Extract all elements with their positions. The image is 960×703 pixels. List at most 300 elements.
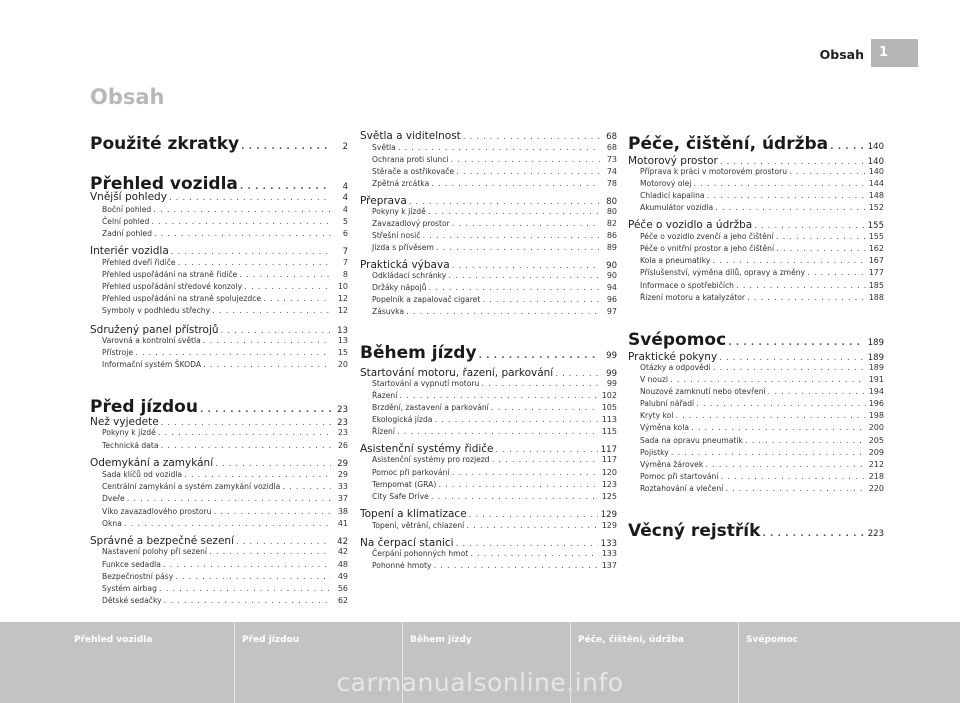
toc-entry-title: Příprava k práci v motorovém prostoru bbox=[640, 167, 788, 176]
toc-subsection[interactable] bbox=[102, 294, 348, 304]
leader-dots bbox=[154, 229, 331, 239]
toc-entry-title: Zpětná zrcátka bbox=[372, 179, 430, 188]
leader-dots bbox=[492, 455, 599, 465]
toc-subsection[interactable] bbox=[372, 207, 617, 217]
toc-entry-title: Přeprava bbox=[360, 195, 407, 207]
leader-dots bbox=[124, 519, 331, 529]
toc-chapter[interactable] bbox=[628, 330, 884, 350]
toc-entry-title: Okna bbox=[102, 519, 122, 528]
toc-entry-title: Přehled dveří řidiče bbox=[102, 258, 176, 267]
toc-subsection[interactable] bbox=[640, 167, 884, 177]
toc-entry-page: 99 bbox=[606, 379, 617, 388]
toc-section[interactable] bbox=[90, 324, 348, 336]
toc-entry-title: Sada klíčů od vozidla bbox=[102, 470, 183, 479]
toc-entry-title: Akumulátor vozidla bbox=[640, 203, 714, 212]
toc-entry-title: Informace o spotřebičích bbox=[640, 281, 734, 290]
toc-subsection[interactable] bbox=[102, 258, 348, 268]
header-title: Obsah bbox=[819, 47, 864, 62]
toc-subsection[interactable] bbox=[372, 427, 617, 437]
toc-subsection[interactable] bbox=[102, 270, 348, 280]
toc-entry-title: Pomoc při startování bbox=[640, 472, 719, 481]
toc-entry-page: 96 bbox=[606, 295, 617, 304]
toc-entry-title: Světla bbox=[372, 143, 396, 152]
leader-dots bbox=[212, 306, 331, 316]
toc-subsection[interactable] bbox=[640, 363, 884, 373]
leader-dots bbox=[754, 221, 865, 231]
toc-entry-page: 12 bbox=[337, 294, 348, 303]
toc-entry-page: 191 bbox=[868, 375, 884, 384]
leader-dots bbox=[429, 283, 601, 293]
toc-entry-title: Zásuvka bbox=[372, 307, 405, 316]
toc-entry-page: 8 bbox=[342, 270, 348, 279]
toc-subsection[interactable] bbox=[640, 387, 884, 397]
leader-dots bbox=[555, 369, 600, 379]
toc-entry-title: Jízda s přívěsem bbox=[372, 243, 434, 252]
toc-entry-page: 220 bbox=[868, 484, 884, 493]
toc-entry-title: Praktická výbava bbox=[360, 259, 450, 271]
toc-entry-title: Dětské sedačky bbox=[102, 596, 162, 605]
toc-entry-page: 113 bbox=[601, 415, 617, 424]
footer-tab-prehled-vozidla[interactable]: Přehled vozidla bbox=[74, 635, 153, 645]
leader-dots bbox=[768, 387, 866, 397]
toc-section[interactable] bbox=[360, 130, 617, 142]
toc-subsection[interactable] bbox=[372, 549, 617, 559]
toc-section[interactable] bbox=[360, 195, 617, 207]
toc-entry-title: Před jízdou bbox=[90, 397, 198, 417]
toc-entry-page: 90 bbox=[606, 261, 617, 271]
toc-subsection[interactable] bbox=[640, 411, 884, 421]
toc-subsection[interactable] bbox=[640, 179, 884, 189]
toc-subsection[interactable] bbox=[640, 472, 884, 482]
toc-entry-title: Boční pohled bbox=[102, 205, 152, 214]
toc-entry-page: 13 bbox=[337, 336, 348, 345]
toc-section[interactable] bbox=[628, 351, 884, 363]
toc-section[interactable] bbox=[360, 537, 617, 549]
toc-subsection[interactable] bbox=[372, 379, 617, 389]
leader-dots bbox=[241, 142, 331, 152]
toc-subsection[interactable] bbox=[640, 375, 884, 385]
toc-entry-title: Sdružený panel přístrojů bbox=[90, 324, 219, 336]
leader-dots bbox=[239, 270, 331, 280]
toc-section[interactable] bbox=[360, 367, 617, 379]
toc-subsection[interactable] bbox=[102, 428, 348, 438]
toc-entry-title: V nouzi bbox=[640, 375, 668, 384]
toc-entry-title: Pokyny k jízdě bbox=[372, 207, 426, 216]
toc-entry-page: 120 bbox=[601, 468, 617, 477]
toc-section[interactable] bbox=[90, 535, 348, 547]
toc-entry-page: 200 bbox=[868, 423, 884, 432]
leader-dots bbox=[169, 193, 331, 203]
leader-dots bbox=[776, 232, 866, 242]
toc-entry-title: Motorový olej bbox=[640, 179, 692, 188]
toc-entry-page: 62 bbox=[337, 596, 348, 605]
toc-section[interactable] bbox=[360, 259, 617, 271]
toc-entry-page: 23 bbox=[337, 405, 348, 415]
toc-entry-title: Tempomat (GRA) bbox=[372, 480, 437, 489]
toc-section[interactable] bbox=[90, 457, 348, 469]
toc-entry-title: Odemykání a zamykání bbox=[90, 457, 214, 469]
leader-dots bbox=[496, 445, 598, 455]
leader-dots bbox=[481, 379, 600, 389]
toc-entry-page: 26 bbox=[337, 441, 348, 450]
toc-chapter[interactable] bbox=[628, 134, 884, 154]
toc-subsection[interactable] bbox=[372, 143, 617, 153]
footer-tab-pred-jizdou[interactable]: Před jízdou bbox=[242, 635, 300, 645]
leader-dots bbox=[448, 271, 600, 281]
leader-dots bbox=[451, 155, 600, 165]
leader-dots bbox=[705, 460, 865, 470]
toc-entry-page: 6 bbox=[342, 229, 348, 238]
leader-dots bbox=[762, 529, 864, 539]
toc-entry-title: Sada na opravu pneumatik bbox=[640, 436, 743, 445]
toc-entry-page: 117 bbox=[600, 445, 617, 455]
leader-dots bbox=[452, 261, 600, 271]
toc-subsection[interactable] bbox=[372, 155, 617, 165]
toc-subsection[interactable] bbox=[102, 229, 348, 239]
toc-entry-title: Motorový prostor bbox=[628, 155, 718, 167]
leader-dots bbox=[776, 244, 866, 254]
leader-dots bbox=[728, 338, 865, 348]
page-number-badge: 1 bbox=[871, 39, 918, 67]
toc-entry-page: 56 bbox=[337, 584, 348, 593]
leader-dots bbox=[463, 132, 600, 142]
toc-subsection[interactable] bbox=[102, 507, 348, 517]
leader-dots bbox=[433, 561, 598, 571]
toc-entry-page: 94 bbox=[606, 283, 617, 292]
leader-dots bbox=[163, 560, 331, 570]
leader-dots bbox=[707, 191, 866, 201]
leader-dots bbox=[398, 143, 600, 153]
toc-subsection[interactable] bbox=[102, 282, 348, 292]
toc-entry-title: Stěrače a ostřikovače bbox=[372, 167, 455, 176]
toc-subsection[interactable] bbox=[102, 217, 348, 227]
toc-entry-title: Asistenční systémy řidiče bbox=[360, 443, 494, 455]
leader-dots bbox=[469, 510, 598, 520]
toc-section[interactable] bbox=[628, 219, 884, 231]
toc-entry-page: 7 bbox=[342, 247, 348, 257]
toc-entry-page: 117 bbox=[601, 455, 617, 464]
toc-entry-title: Přehled uspořádání na straně řidiče bbox=[102, 270, 238, 279]
toc-entry-page: 123 bbox=[601, 480, 617, 489]
toc-subsection[interactable] bbox=[102, 547, 348, 557]
toc-subsection[interactable] bbox=[372, 243, 617, 253]
toc-section[interactable] bbox=[360, 443, 617, 455]
toc-entry-title: Chladicí kapalina bbox=[640, 191, 705, 200]
toc-entry-page: 5 bbox=[342, 217, 348, 226]
toc-entry-page: 140 bbox=[867, 157, 884, 167]
toc-subsection[interactable] bbox=[640, 256, 884, 266]
toc-chapter[interactable] bbox=[628, 521, 884, 541]
toc-entry-title: Řazení bbox=[372, 391, 398, 400]
toc-subsection[interactable] bbox=[102, 360, 348, 370]
toc-entry-page: 185 bbox=[868, 281, 884, 290]
toc-entry-title: Interiér vozidla bbox=[90, 245, 169, 257]
toc-subsection[interactable] bbox=[372, 231, 617, 241]
toc-entry-page: 23 bbox=[337, 428, 348, 437]
leader-dots bbox=[789, 167, 866, 177]
toc-entry-title: Funkce sedadla bbox=[102, 560, 161, 569]
toc-entry-page: 209 bbox=[868, 448, 884, 457]
toc-entry-title: Technická data bbox=[102, 441, 159, 450]
toc-subsection[interactable] bbox=[102, 348, 348, 358]
toc-entry-page: 4 bbox=[342, 205, 348, 214]
toc-subsection[interactable] bbox=[640, 399, 884, 409]
toc-subsection[interactable] bbox=[372, 521, 617, 531]
toc-entry-title: Nouzové zamknutí nebo otevření bbox=[640, 387, 766, 396]
leader-dots bbox=[244, 282, 331, 292]
leader-dots bbox=[203, 336, 331, 346]
toc-subsection[interactable] bbox=[640, 293, 884, 303]
toc-entry-title: Roztahování a vlečení bbox=[640, 484, 724, 493]
leader-dots bbox=[670, 375, 866, 385]
toc-entry-page: 20 bbox=[337, 360, 348, 369]
toc-entry-title: Příslušenství, výměna dílů, opravy a změny bbox=[640, 268, 806, 277]
leader-dots bbox=[209, 547, 331, 557]
toc-entry-page: 12 bbox=[337, 306, 348, 315]
toc-entry-title: Varovná a kontrolní světla bbox=[102, 336, 201, 345]
leader-dots bbox=[807, 268, 866, 278]
toc-subsection[interactable] bbox=[372, 561, 617, 571]
leader-dots bbox=[399, 391, 598, 401]
toc-entry-page: 13 bbox=[337, 326, 348, 336]
leader-dots bbox=[175, 572, 331, 582]
leader-dots bbox=[491, 403, 599, 413]
toc-entry-title: Praktické pokyny bbox=[628, 351, 718, 363]
leader-dots bbox=[691, 423, 866, 433]
toc-entry-title: Asistenční systémy pro rozjezd bbox=[372, 455, 490, 464]
leader-dots bbox=[171, 247, 331, 257]
toc-subsection[interactable] bbox=[102, 205, 348, 215]
leader-dots bbox=[456, 167, 600, 177]
toc-entry-title: Přehled vozidla bbox=[90, 174, 238, 194]
toc-entry-page: 129 bbox=[600, 510, 617, 520]
toc-entry-page: 4 bbox=[342, 182, 348, 192]
toc-subsection[interactable] bbox=[640, 281, 884, 291]
leader-dots bbox=[397, 427, 599, 437]
toc-subsection[interactable] bbox=[102, 572, 348, 582]
footer-tab-pece-cisteni-udrzba[interactable]: Péče, čištění, údržba bbox=[578, 635, 684, 645]
toc-entry-title: Pomoc při parkování bbox=[372, 468, 450, 477]
toc-subsection[interactable] bbox=[372, 307, 617, 317]
leader-dots bbox=[263, 294, 331, 304]
toc-chapter[interactable] bbox=[360, 343, 617, 363]
toc-subsection[interactable] bbox=[102, 596, 348, 606]
toc-entry-title: Čelní pohled bbox=[102, 217, 150, 226]
toc-entry-page: 194 bbox=[868, 387, 884, 396]
leader-dots bbox=[159, 584, 331, 594]
toc-subsection[interactable] bbox=[372, 179, 617, 189]
toc-section[interactable] bbox=[360, 508, 617, 520]
toc-entry-page: 42 bbox=[337, 547, 348, 556]
toc-subsection[interactable] bbox=[372, 283, 617, 293]
leader-dots bbox=[479, 351, 600, 361]
leader-dots bbox=[158, 428, 331, 438]
leader-dots bbox=[456, 539, 598, 549]
toc-subsection[interactable] bbox=[102, 560, 348, 570]
toc-entry-title: Víko zavazadlového prostoru bbox=[102, 507, 212, 516]
toc-subsection[interactable] bbox=[372, 468, 617, 478]
leader-dots bbox=[482, 295, 600, 305]
toc-entry-title: Držáky nápojů bbox=[372, 283, 427, 292]
toc-entry-page: 115 bbox=[601, 427, 617, 436]
toc-entry-page: 167 bbox=[868, 256, 884, 265]
toc-entry-title: Topení, větrání, chlazení bbox=[372, 521, 465, 530]
toc-entry-page: 82 bbox=[606, 219, 617, 228]
toc-entry-page: 196 bbox=[868, 399, 884, 408]
toc-subsection[interactable] bbox=[640, 244, 884, 254]
toc-section[interactable] bbox=[90, 416, 348, 428]
leader-dots bbox=[406, 307, 600, 317]
toc-entry-page: 97 bbox=[606, 307, 617, 316]
toc-entry-page: 89 bbox=[606, 243, 617, 252]
toc-entry-page: 48 bbox=[337, 560, 348, 569]
toc-entry-page: 49 bbox=[337, 572, 348, 581]
toc-entry-title: Výměna kola bbox=[640, 423, 689, 432]
toc-subsection[interactable] bbox=[640, 448, 884, 458]
toc-subsection[interactable] bbox=[372, 455, 617, 465]
toc-subsection[interactable] bbox=[640, 423, 884, 433]
leader-dots bbox=[470, 549, 599, 559]
leader-dots bbox=[436, 243, 600, 253]
leader-dots bbox=[161, 418, 331, 428]
toc-subsection[interactable] bbox=[372, 403, 617, 413]
toc-entry-title: Nastavení polohy při sezení bbox=[102, 547, 208, 556]
toc-entry-page: 86 bbox=[606, 231, 617, 240]
toc-entry-title: Brzdění, zastavení a parkování bbox=[372, 403, 489, 412]
leader-dots bbox=[422, 231, 600, 241]
toc-subsection[interactable] bbox=[102, 519, 348, 529]
toc-entry-page: 23 bbox=[337, 418, 348, 428]
leader-dots bbox=[452, 468, 599, 478]
toc-section[interactable] bbox=[628, 155, 884, 167]
toc-subsection[interactable] bbox=[372, 415, 617, 425]
watermark: carmanualsonline.info bbox=[336, 668, 624, 697]
toc-entry-page: 73 bbox=[606, 155, 617, 164]
toc-entry-title: Systém airbag bbox=[102, 584, 157, 593]
toc-entry-page: 80 bbox=[606, 207, 617, 216]
leader-dots bbox=[715, 203, 866, 213]
toc-entry-title: Dveře bbox=[102, 494, 125, 503]
toc-entry-page: 152 bbox=[868, 203, 884, 212]
toc-entry-page: 15 bbox=[337, 348, 348, 357]
toc-entry-page: 188 bbox=[868, 293, 884, 302]
toc-entry-title: Zadní pohled bbox=[102, 229, 152, 238]
leader-dots bbox=[215, 459, 331, 469]
toc-subsection[interactable] bbox=[372, 167, 617, 177]
toc-entry-page: 205 bbox=[868, 436, 884, 445]
toc-entry-page: 140 bbox=[867, 142, 884, 152]
toc-subsection[interactable] bbox=[372, 480, 617, 490]
leader-dots bbox=[221, 326, 331, 336]
toc-entry-title: Použité zkratky bbox=[90, 134, 240, 154]
toc-subsection[interactable] bbox=[640, 460, 884, 470]
toc-subsection[interactable] bbox=[372, 271, 617, 281]
toc-entry-title: Pojistky bbox=[640, 448, 669, 457]
toc-entry-title: Popelník a zapalovač cigaret bbox=[372, 295, 481, 304]
leader-dots bbox=[712, 256, 865, 266]
footer-tab-svepomoc[interactable]: Svépomoc bbox=[746, 635, 798, 645]
toc-entry-page: 189 bbox=[867, 353, 884, 363]
toc-subsection[interactable] bbox=[102, 470, 348, 480]
toc-entry-page: 4 bbox=[342, 193, 348, 203]
toc-entry-page: 189 bbox=[868, 363, 884, 372]
leader-dots bbox=[434, 415, 598, 425]
toc-chapter[interactable] bbox=[90, 134, 348, 154]
toc-subsection[interactable] bbox=[102, 494, 348, 504]
toc-subsection[interactable] bbox=[372, 391, 617, 401]
toc-entry-page: 155 bbox=[868, 232, 884, 241]
leader-dots bbox=[725, 484, 865, 494]
leader-dots bbox=[719, 353, 865, 363]
footer-tab-behem-jizdy[interactable]: Během jízdy bbox=[410, 635, 472, 645]
toc-subsection[interactable] bbox=[102, 336, 348, 346]
toc-entry-page: 68 bbox=[606, 143, 617, 152]
toc-entry-title: Péče o vozidlo zvenčí a jeho čištění bbox=[640, 232, 774, 241]
toc-subsection[interactable] bbox=[372, 492, 617, 502]
toc-entry-page: 133 bbox=[601, 549, 617, 558]
toc-subsection[interactable] bbox=[640, 191, 884, 201]
toc-entry-page: 68 bbox=[606, 132, 617, 142]
toc-entry-page: 42 bbox=[337, 537, 348, 547]
toc-entry-title: Otázky a odpovědi bbox=[640, 363, 711, 372]
toc-entry-page: 129 bbox=[601, 521, 617, 530]
toc-subsection[interactable] bbox=[640, 484, 884, 494]
toc-entry-title: Bezpečnostní pásy bbox=[102, 572, 174, 581]
toc-section[interactable] bbox=[90, 191, 348, 203]
toc-entry-title: Čerpání pohonných hmot bbox=[372, 549, 469, 558]
toc-subsection[interactable] bbox=[102, 306, 348, 316]
leader-dots bbox=[720, 472, 865, 482]
toc-entry-page: 137 bbox=[601, 561, 617, 570]
toc-entry-title: Na čerpací stanici bbox=[360, 537, 454, 549]
toc-subsection[interactable] bbox=[640, 268, 884, 278]
toc-subsection[interactable] bbox=[372, 295, 617, 305]
toc-entry-title: Ekologická jízda bbox=[372, 415, 433, 424]
toc-entry-title: Pohonné hmoty bbox=[372, 561, 432, 570]
toc-entry-title: Odkládací schránky bbox=[372, 271, 447, 280]
toc-entry-title: Řízení motoru a katalyzátor bbox=[640, 293, 745, 302]
toc-entry-title: Symboly v podhledu střechy bbox=[102, 306, 211, 315]
toc-entry-title: Péče o vozidlo a údržba bbox=[628, 219, 753, 231]
toc-subsection[interactable] bbox=[640, 203, 884, 213]
toc-subsection[interactable] bbox=[102, 482, 348, 492]
leader-dots bbox=[213, 507, 331, 517]
toc-entry-title: Světla a viditelnost bbox=[360, 130, 461, 142]
toc-subsection[interactable] bbox=[640, 436, 884, 446]
toc-entry-page: 189 bbox=[867, 338, 884, 348]
toc-subsection[interactable] bbox=[102, 584, 348, 594]
toc-entry-page: 99 bbox=[606, 351, 617, 361]
leader-dots bbox=[736, 281, 866, 291]
leader-dots bbox=[466, 521, 598, 531]
leader-dots bbox=[184, 470, 331, 480]
toc-subsection[interactable] bbox=[102, 441, 348, 451]
leader-dots bbox=[428, 207, 600, 217]
leader-dots bbox=[409, 197, 600, 207]
toc-subsection[interactable] bbox=[640, 232, 884, 242]
toc-entry-title: Topení a klimatizace bbox=[360, 508, 467, 520]
leader-dots bbox=[203, 360, 331, 370]
toc-entry-page: 41 bbox=[337, 519, 348, 528]
leader-dots bbox=[713, 363, 866, 373]
leader-dots bbox=[135, 348, 331, 358]
toc-section[interactable] bbox=[90, 245, 348, 257]
toc-entry-title: Než vyjedete bbox=[90, 416, 159, 428]
toc-subsection[interactable] bbox=[372, 219, 617, 229]
toc-entry-page: 7 bbox=[342, 258, 348, 267]
leader-dots bbox=[693, 179, 865, 189]
toc-chapter[interactable] bbox=[90, 397, 348, 417]
